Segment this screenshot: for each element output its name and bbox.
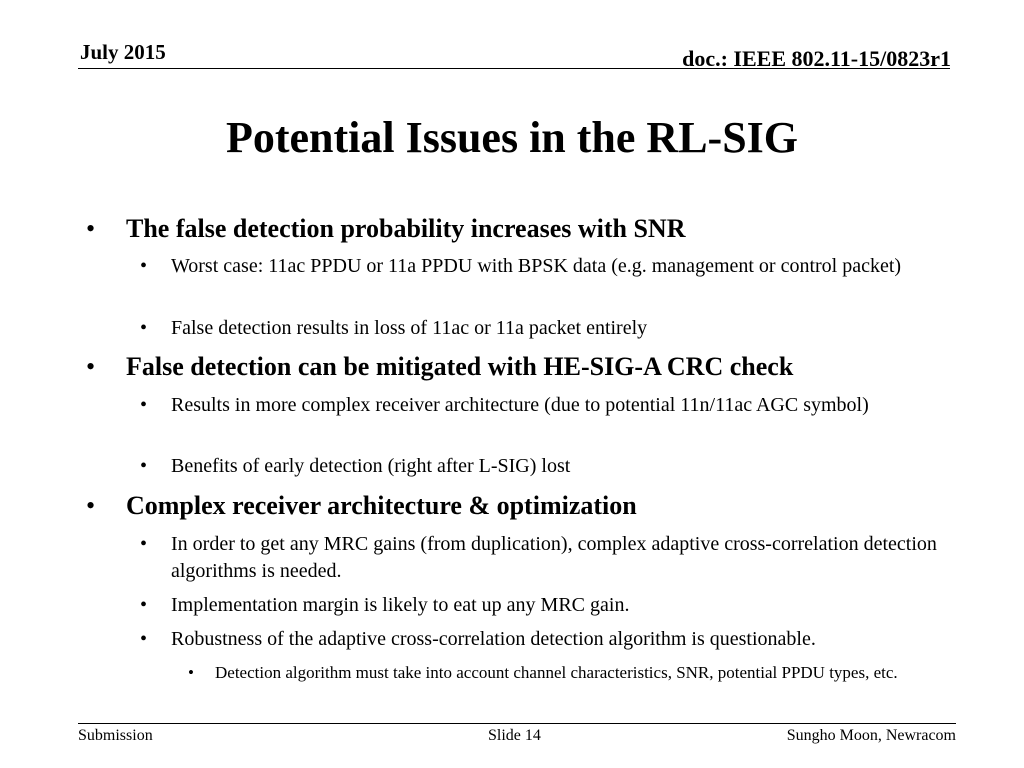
bullet-marker: • xyxy=(86,491,96,520)
bullet-1 xyxy=(86,214,956,244)
header-doc-id: doc.: IEEE 802.11-15/0823r1 xyxy=(682,46,951,71)
bullet-1-sub-2 xyxy=(140,315,941,342)
bullet-marker: • xyxy=(140,455,148,477)
bullet-marker: • xyxy=(140,594,148,616)
bullet-3-sub-3 xyxy=(140,626,941,653)
bullet-3-sub-2 xyxy=(140,592,941,619)
footer-author: Sungho Moon, Newracom xyxy=(786,727,956,744)
bullet-2-sub-2 xyxy=(140,453,941,480)
bullet-marker: • xyxy=(140,394,148,416)
bullet-2-text: False detection can be mitigated with HE-SIG-A CRC check xyxy=(126,352,794,381)
bullet-marker: • xyxy=(140,317,148,339)
bullet-3-sub-1 xyxy=(140,531,941,585)
slide-title: Potential Issues in the RL-SIG xyxy=(225,113,799,162)
bullet-marker: • xyxy=(188,663,194,682)
bullet-3-sub-1-text: In order to get any MRC gains (from duplication), complex adaptive cross-correlation detection algorithms is needed. xyxy=(171,533,937,582)
bullet-1-sub-1-text: Worst case: 11ac PPDU or 11a PPDU with BPSK data (e.g. management or control packet) xyxy=(171,255,902,277)
bullet-2 xyxy=(86,352,956,382)
bullet-2-sub-1-text: Results in more complex receiver architecture (due to potential 11n/11ac AGC symbol) xyxy=(171,394,869,416)
bullet-3-subsub-1 xyxy=(188,660,945,685)
header-divider xyxy=(78,68,950,69)
bullet-marker: • xyxy=(140,533,148,555)
footer-slide-number: Slide 14 xyxy=(488,727,541,744)
bullet-1-sub-2-text: False detection results in loss of 11ac or 11a packet entirely xyxy=(171,317,648,339)
bullet-marker: • xyxy=(140,255,148,277)
bullet-2-sub-2-text: Benefits of early detection (right after L-SIG) lost xyxy=(171,455,571,477)
bullet-3 xyxy=(86,491,956,521)
bullet-marker: • xyxy=(140,628,148,650)
bullet-3-sub-2-text: Implementation margin is likely to eat up any MRC gain. xyxy=(171,594,630,616)
bullet-marker: • xyxy=(86,214,96,243)
footer-submission: Submission xyxy=(78,727,153,744)
bullet-3-sub-3-text: Robustness of the adaptive cross-correlation detection algorithm is questionable. xyxy=(171,628,816,650)
bullet-2-sub-1 xyxy=(140,392,941,419)
header-date: July 2015 xyxy=(80,40,166,64)
footer-divider xyxy=(78,723,956,724)
bullet-3-text: Complex receiver architecture & optimization xyxy=(126,491,637,520)
bullet-3-subsub-1-text: Detection algorithm must take into account channel characteristics, SNR, potential PPDU types, etc. xyxy=(215,663,898,682)
bullet-1-text: The false detection probability increases with SNR xyxy=(126,214,686,243)
bullet-marker: • xyxy=(86,352,96,381)
bullet-1-sub-1 xyxy=(140,253,941,280)
